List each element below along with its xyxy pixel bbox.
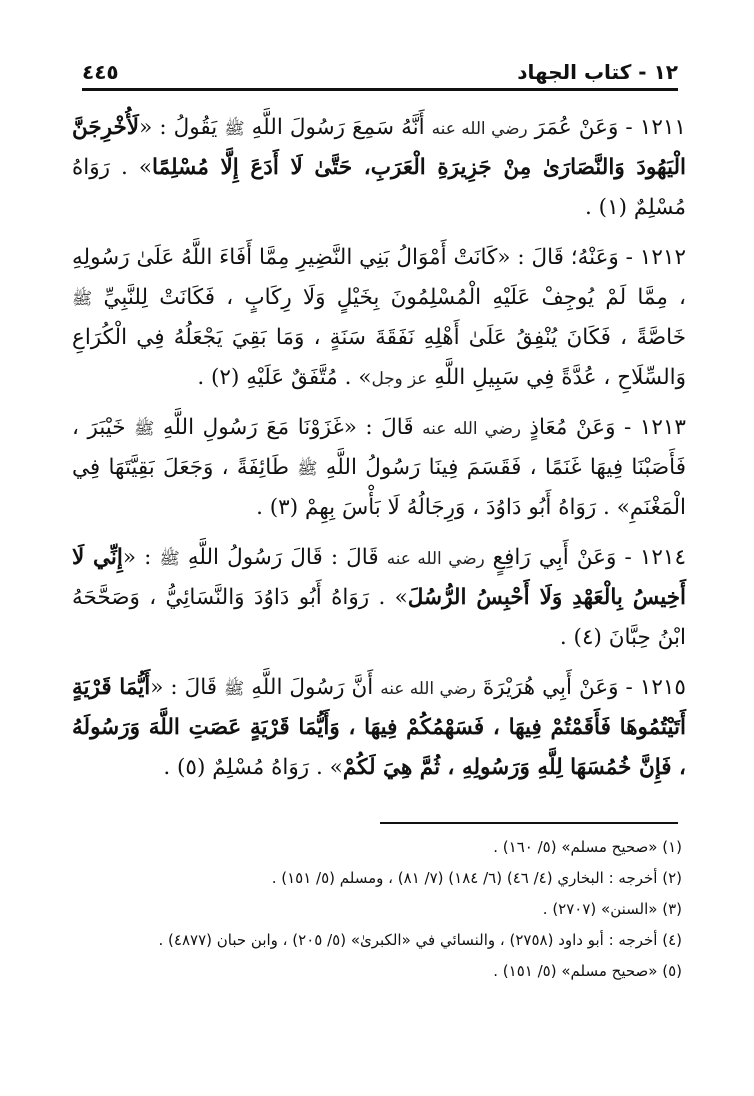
footnote: (١) «صحيح مسلم» (٥/ ١٦٠) . xyxy=(493,838,682,856)
footnote: (٣) «السنن» (٢٧٠٧) . xyxy=(542,900,682,918)
honorific: ﷺ xyxy=(224,678,245,698)
hadith-1215: ١٢١٥ - وَعَنْ أَبِي هُرَيْرَةَ رضي الله عنه أَنَّ رَسُولَ اللَّهِ ﷺ قَالَ : «أَيُّمَا قَرْيَةٍ أَتَيْتُمُوهَا فَأَقَمْتُمْ فِيهَا ، فَسَهْمُكُمْ فِيهَا ، وَأَيُّمَا قَرْيَةٍ عَصَتِ اللَّهَ وَرَسُولَهُ ، فَإِنَّ خُمُسَهَا لِلَّهِ وَرَسُولِهِ ، ثُمَّ هِيَ لَكُمْ» . رَوَاهُ مُسْلِمٌ (٥) . xyxy=(72,675,686,780)
prophetic-saying: إِنِّي لَا أَخِيسُ بِالْعَهْدِ وَلَا أَحْبِسُ الرُّسُلَ xyxy=(72,545,686,610)
footnote-rule xyxy=(380,822,678,824)
page-number: ٤٤٥ xyxy=(82,60,119,84)
honorific: ﷺ xyxy=(72,288,93,308)
honorific: ﷺ xyxy=(134,418,155,438)
honorific: رضي الله عنه xyxy=(431,118,528,138)
honorific: رضي الله عنه xyxy=(422,418,521,438)
prophetic-saying: لَأُخْرِجَنَّ الْيَهُودَ وَالنَّصَارَىٰ مِنْ جَزِيرَةِ الْعَرَبِ، حَتَّىٰ لَا أَدَعَ إِلَّا مُسْلِمًا xyxy=(72,115,686,180)
hadith-1214: ١٢١٤ - وَعَنْ أَبِي رَافِعٍ رضي الله عنه قَالَ : قَالَ رَسُولُ اللَّهِ ﷺ : «إِنِّي لَا أَخِيسُ بِالْعَهْدِ وَلَا أَحْبِسُ الرُّسُلَ» . رَوَاهُ أَبُو دَاوُدَ وَالنَّسَائِيُّ ، وَصَحَّحَهُ ابْنُ حِبَّانَ (٤) . xyxy=(72,545,687,650)
honorific: رضي الله عنه xyxy=(380,678,476,698)
running-header xyxy=(82,58,678,86)
header-rule xyxy=(82,88,678,91)
footnote: (٢) أخرجه : البخاري (٤/ ٤٦) (٦/ ١٨٤) (٧/ ٨١) ، ومسلم (٥/ ١٥١) . xyxy=(271,869,682,887)
chapter-title: ١٢ - كتاب الجهاد xyxy=(517,60,678,84)
honorific: ﷺ xyxy=(224,118,245,138)
hadith-1213: ١٢١٣ - وَعَنْ مُعَاذٍ رضي الله عنه قَالَ : «غَزَوْنَا مَعَ رَسُولِ اللَّهِ ﷺ خَيْبَرَ ، فَأَصَبْنَا فِيهَا غَنَمًا ، فَقَسَمَ فِينَا رَسُولُ اللَّهِ ﷺ طَائِفَةً ، وَجَعَلَ بَقِيَّتَهَا فِي الْمَغْنَمِ» . رَوَاهُ أَبُو دَاوُدَ ، وَرِجَالُهُ لَا بَأْسَ بِهِمْ (٣) . xyxy=(72,415,686,520)
prophetic-saying: أَيُّمَا قَرْيَةٍ أَتَيْتُمُوهَا فَأَقَمْتُمْ فِيهَا ، فَسَهْمُكُمْ فِيهَا ، وَأَيُّمَا قَرْيَةٍ عَصَتِ اللَّهَ وَرَسُولَهُ ، فَإِنَّ خُمُسَهَا لِلَّهِ وَرَسُولِهِ ، ثُمَّ هِيَ لَكُمْ xyxy=(72,675,686,780)
honorific: ﷺ xyxy=(297,458,318,478)
main-text xyxy=(72,108,686,798)
footnotes xyxy=(72,832,682,987)
honorific: رضي الله عنه xyxy=(386,548,485,568)
footnote: (٤) أخرجه : أبو داود (٢٧٥٨) ، والنسائي في «الكبرىٰ» (٥/ ٢٠٥) ، وابن حبان (٤٨٧٧) . xyxy=(158,931,682,949)
honorific: ﷺ xyxy=(159,548,180,568)
hadith-1211: ١٢١١ - وَعَنْ عُمَرَ رضي الله عنه أَنَّهُ سَمِعَ رَسُولَ اللَّهِ ﷺ يَقُولُ : «لَأُخْرِجَنَّ الْيَهُودَ وَالنَّصَارَىٰ مِنْ جَزِيرَةِ الْعَرَبِ، حَتَّىٰ لَا أَدَعَ إِلَّا مُسْلِمًا» . رَوَاهُ مُسْلِمٌ (١) . xyxy=(72,115,686,220)
hadith-1212: ١٢١٢ - وَعَنْهُ؛ قَالَ : «كَانَتْ أَمْوَالُ بَنِي النَّضِيرِ مِمَّا أَفَاءَ اللَّهُ عَلَىٰ رَسُولِهِ ، مِمَّا لَمْ يُوجِفْ عَلَيْهِ الْمُسْلِمُونَ بِخَيْلٍ وَلَا رِكَابٍ ، فَكَانَتْ لِلنَّبِيِّ ﷺ خَاصَّةً ، فَكَانَ يُنْفِقُ عَلَىٰ أَهْلِهِ نَفَقَةَ سَنَةٍ ، وَمَا بَقِيَ يَجْعَلُهُ فِي الْكُرَاعِ وَالسِّلَاحِ ، عُدَّةً فِي سَبِيلِ اللَّهِ عز وجل» . مُتَّفَقٌ عَلَيْهِ (٢) . xyxy=(72,245,686,390)
honorific: عز وجل xyxy=(371,368,428,388)
footnote: (٥) «صحيح مسلم» (٥/ ١٥١) . xyxy=(493,962,682,980)
